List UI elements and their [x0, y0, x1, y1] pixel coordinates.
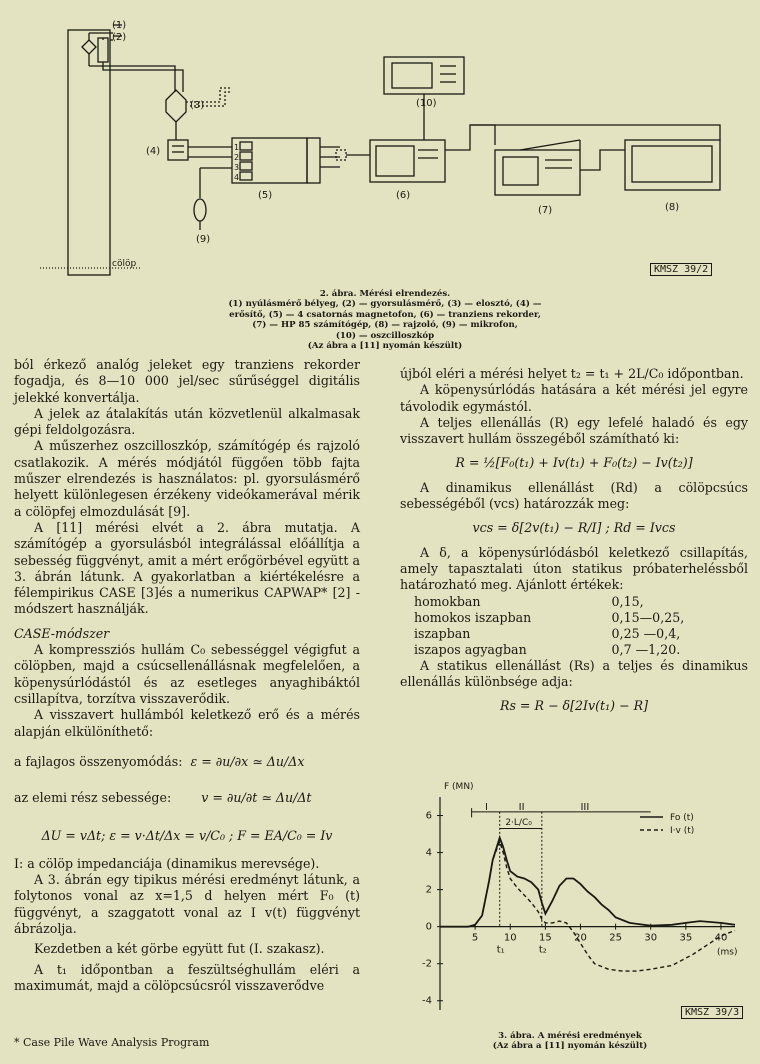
port-label: 3 [234, 163, 240, 172]
paragraph: A visszavert hullámból keletkező erő és a mérés alapján elkülöníthető: [14, 707, 360, 739]
table-cell: iszapos agyagban [414, 641, 527, 657]
legend-label: I·v (t) [670, 826, 695, 836]
x-tick-label: 20 [574, 932, 587, 944]
label-5: (5) [258, 190, 273, 201]
y-tick-label: 6 [425, 810, 432, 822]
table-row [414, 594, 734, 610]
equation-label: a fajlagos összenyomódás: [14, 753, 183, 769]
paragraph: A 3. ábrán egy tipikus mérési eredményt látunk, a folytonos vonal az x=1,5 d helyen mért F₀ (t) függvényt, a szaggatott vonal az I v(t) függvényt ábrázolja. [14, 872, 360, 937]
pile [68, 30, 110, 275]
caption-line: (Az ábra a [11] nyomán készült) [307, 341, 463, 352]
y-tick-label: -2 [422, 958, 432, 970]
paragraph: A műszerhez oszcilloszkóp, számítógép és rajzoló csatlakozik. A mérés módjától függően több fajta műszer elrendezés is használatos: pl. gyorsulásmérő helyett különlegesen érzékeny videókamerával mérik a cölöpfej elmozdulását [9]. [14, 438, 360, 519]
series-line [440, 842, 738, 972]
y-tick-label: 0 [425, 921, 432, 933]
y-axis-label: F (MN) [444, 782, 474, 792]
paragraph: ból érkező analóg jeleket egy tranziens rekorder fogadja, és 8—10 000 jel/sec sűrűséggel digitális jelekké konvertálja. [14, 357, 360, 405]
ground-label: cölöp [112, 259, 137, 269]
accelerometer [98, 38, 108, 62]
t-marker-label: t₂ [538, 944, 547, 956]
table-row [414, 626, 734, 642]
section-label: II [518, 801, 525, 813]
equation-label: az elemi rész sebessége: [14, 789, 172, 805]
port-label: 4 [234, 173, 240, 182]
x-tick-label: 30 [644, 932, 658, 944]
section-label: III [580, 801, 590, 813]
equation: ΔU = vΔt; ε = v·Δt/Δx = v/C₀ ; F = EA/C₀ = Iv [41, 827, 333, 843]
section-label: I [484, 801, 488, 813]
y-tick-label: 2 [425, 884, 432, 896]
legend-label: Fo (t) [670, 813, 694, 823]
table-cell: homokban [414, 593, 481, 609]
caption-line: (10) — oszcilloszkóp [335, 330, 435, 341]
caption-line: (1) nyúlásmérő bélyeg, (2) — gyorsulásmérő, (3) — elosztó, (4) — [228, 299, 542, 310]
port-label: 2 [234, 153, 240, 162]
label-6: (6) [396, 190, 411, 201]
equation: vcs = δ[2v(t₁) − R/I] ; Rd = Ivcs [472, 520, 676, 536]
paragraph: A statikus ellenállást (Rs) a teljes és dinamikus ellenállás különbsége adja: [400, 657, 748, 689]
table-row [414, 610, 734, 626]
caption-line: (Az ábra a [11] nyomán készült) [492, 1041, 648, 1052]
table-cell: iszapban [414, 625, 471, 641]
distributor [166, 90, 186, 122]
figure3-tag: KMSZ 39/3 [681, 1006, 743, 1019]
label-4: (4) [146, 146, 161, 157]
damping-table [414, 594, 734, 658]
paragraph: A δ, a köpenysúrlódásból keletkező csillapítás, amely tapasztalati úton statikus próbaterheléssből határozható meg. Ajánlott értékek: [400, 544, 748, 593]
right-column [400, 366, 748, 722]
label-3: (3) [190, 100, 205, 111]
x-axis-label: (ms) [717, 947, 738, 958]
amplifier [168, 140, 188, 160]
paragraph: A dinamikus ellenállást (Rd) a cölöpcsúcs sebességéből (vcs) határozzák meg: [400, 479, 748, 512]
port-label: 1 [234, 143, 240, 152]
caption-line: erősítő, (5) — 4 csatornás magnetofon, (6) — tranziens rekorder, [229, 309, 541, 320]
paragraph: újból eléri a mérési helyet t₂ = t₁ + 2L/C₀ időpontban. [400, 366, 744, 381]
paragraph: Kezdetben a két görbe együtt fut (I. szakasz). [34, 941, 325, 957]
x-tick-label: 25 [609, 932, 622, 944]
series-line [440, 838, 735, 927]
figure3-caption [470, 1031, 670, 1052]
table-cell: 0,25 —0,4, [611, 625, 681, 641]
measurement-setup-diagram [0, 0, 760, 290]
equation: Rs = R − δ[2Iv(t₁) − R] [499, 698, 649, 714]
t-marker-label: t₁ [496, 944, 505, 956]
footnote: * Case Pile Wave Analysis Program [14, 1036, 210, 1049]
left-column [14, 357, 360, 994]
figure2-caption [150, 289, 620, 351]
table-cell: 0,15—0,25, [611, 609, 685, 625]
paragraph: A t₁ időpontban a feszültséghullám eléri a maximumát, majd a cölöpcsúcsról visszaverődve [14, 961, 360, 993]
measurement-results-chart [400, 775, 750, 1025]
label-8: (8) [665, 202, 680, 213]
label-10: (10) [416, 98, 437, 109]
x-tick-label: 35 [679, 932, 693, 944]
paragraph: A teljes ellenállás (R) egy lefelé haladó és egy visszavert hullám összegéből számítható ki: [400, 414, 748, 447]
label-9: (9) [196, 234, 211, 245]
table-cell: homokos iszapban [414, 609, 532, 625]
label-1: (1) [112, 20, 127, 31]
paragraph: A kompressziós hullám C₀ sebességgel végigfut a cölöpben, majd a csúcsellenállásnak megfelelően, a köpenysúrlódástól és az esetleges anyaghibáktól csillapítva, torzítva visszaverődik. [14, 642, 360, 706]
caption-line: 2. ábra. Mérési elrendezés. [319, 289, 451, 299]
caption-line: 3. ábra. A mérési eredmények [498, 1031, 642, 1041]
equation-row [14, 748, 360, 776]
paragraph: A jelek az átalakítás után közvetlenül alkalmasak gépi feldolgozásra. [14, 405, 360, 438]
table-row [414, 642, 734, 658]
y-tick-label: -4 [422, 995, 432, 1007]
label-2: (2) [112, 32, 127, 43]
table-cell: 0,15, [611, 593, 644, 609]
paragraph: A köpenysúrlódás hatására a két mérési jel egyre távolodik egymástól. [400, 382, 748, 414]
x-tick-label: 15 [538, 932, 552, 944]
span-label: 2·L/C₀ [505, 817, 532, 828]
equation-row [14, 784, 360, 812]
label-7: (7) [538, 205, 553, 216]
caption-line: (7) — HP 85 számítógép, (8) — rajzoló, (9) — mikrofon, [252, 320, 518, 331]
equation: v = ∂u/∂t ≃ Δu/Δt [201, 789, 312, 805]
x-tick-label: 10 [503, 932, 517, 944]
section-heading: CASE-módszer [14, 625, 110, 641]
equation: ε = ∂u/∂x ≃ Δu/Δx [190, 753, 305, 769]
equation: R = ½[F₀(t₁) + Iv(t₁) + F₀(t₂) − Iv(t₂)] [455, 455, 693, 471]
y-tick-label: 4 [425, 847, 432, 859]
paragraph: I: a cölöp impedanciája (dinamikus merevsége). [14, 855, 320, 871]
strain-gauge [82, 40, 96, 54]
table-cell: 0,7 —1,20. [611, 641, 681, 657]
paragraph: A [11] mérési elvét a 2. ábra mutatja. A számítógép a gyorsulásból integrálással előállítja a sebesség függvényt, amit a mért erőgörbével együtt a 3. ábrán látunk. A gyakorlatban a kiértékelésre a félempirikus CASE [3]és a numerikus CAPWAP* [2] -módszert használják. [14, 519, 360, 617]
microphone [194, 199, 206, 221]
figure2-tag: KMSZ 39/2 [650, 263, 712, 276]
x-tick-label: 40 [714, 932, 728, 944]
x-tick-label: 5 [471, 932, 479, 944]
